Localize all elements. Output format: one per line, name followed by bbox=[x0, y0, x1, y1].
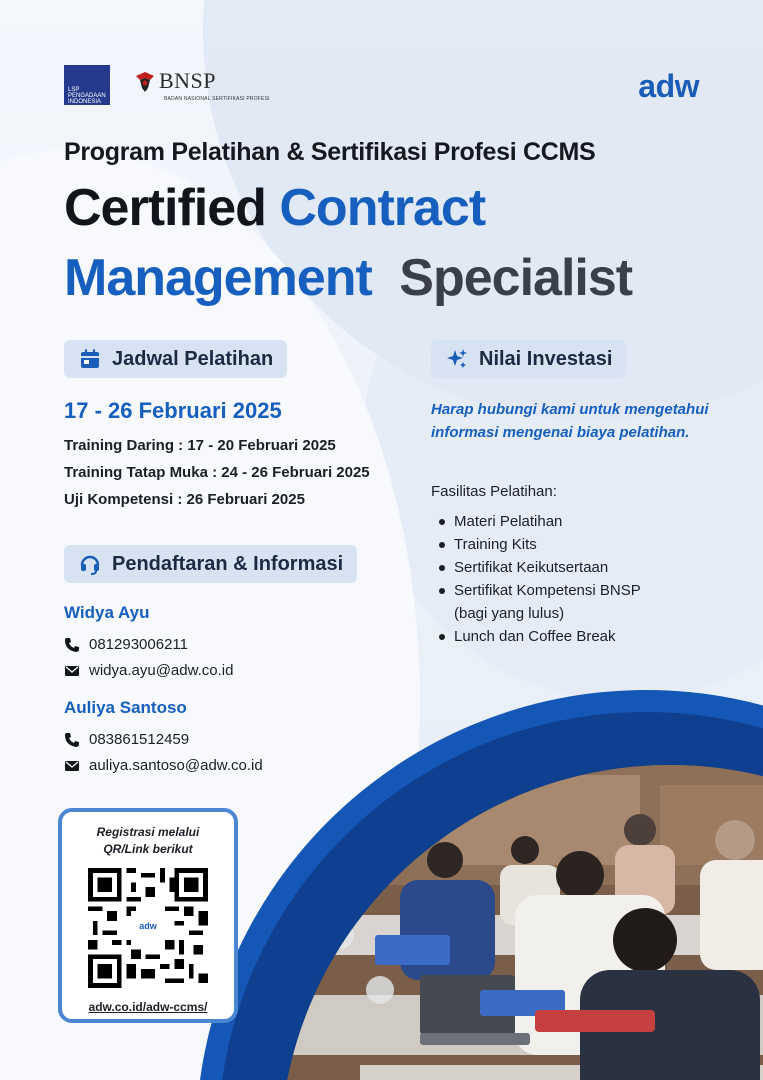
facility-item: Sertifikat Kompetensi BNSP (bagi yang lulus) bbox=[436, 579, 666, 625]
phone-icon bbox=[64, 732, 80, 748]
schedule-heading: Jadwal Pelatihan bbox=[112, 347, 274, 370]
qr-center-label: adw bbox=[139, 921, 157, 931]
sparkle-icon bbox=[445, 347, 469, 371]
facility-item: Materi Pelatihan bbox=[436, 510, 666, 533]
investment-heading: Nilai Investasi bbox=[479, 347, 613, 370]
facilities-heading: Fasilitas Pelatihan: bbox=[431, 483, 557, 500]
garuda-emblem-icon bbox=[134, 70, 156, 94]
facility-item: Sertifikat Keikutsertaan bbox=[436, 556, 666, 579]
headset-icon bbox=[78, 552, 102, 576]
investment-note: Harap hubungi kami untuk mengetahui informasi mengenai biaya pelatihan. bbox=[431, 401, 709, 441]
facilities-list bbox=[436, 510, 666, 648]
title-word-certified: Certified bbox=[64, 179, 266, 237]
title-word-management: Management bbox=[64, 249, 372, 307]
training-photo bbox=[280, 765, 763, 1080]
schedule-item: Training Daring : 17 - 20 Februari 2025 bbox=[64, 437, 336, 454]
bnsp-subtext: BADAN NASIONAL SERTIFIKASI PROFESI bbox=[164, 96, 270, 102]
qr-registration-card bbox=[58, 808, 238, 1023]
schedule-date-range: 17 - 26 Februari 2025 bbox=[64, 398, 282, 423]
calendar-icon bbox=[78, 347, 102, 371]
title-line-1 bbox=[64, 180, 485, 236]
contact-phone-row bbox=[64, 636, 188, 653]
contact-phone-row bbox=[64, 731, 189, 748]
lsp-pengadaan-logo: LSP PENGADAAN INDONESIA bbox=[64, 65, 110, 105]
contact-email[interactable]: auliya.santoso@adw.co.id bbox=[89, 757, 263, 774]
title-word-contract: Contract bbox=[279, 179, 486, 237]
contact-email-row bbox=[64, 757, 263, 774]
mail-icon bbox=[64, 663, 80, 679]
contact-email-row bbox=[64, 662, 233, 679]
registration-heading-pill bbox=[64, 545, 357, 583]
contact-name: Widya Ayu bbox=[64, 603, 150, 622]
schedule-item: Uji Kompetensi : 26 Februari 2025 bbox=[64, 491, 305, 508]
qr-code[interactable] bbox=[88, 868, 208, 988]
contact-phone[interactable]: 083861512459 bbox=[89, 731, 190, 748]
schedule-item: Training Tatap Muka : 24 - 26 Februari 2025 bbox=[64, 464, 370, 481]
qr-title: Registrasi melalui QR/Link berikut bbox=[96, 825, 200, 856]
mail-icon bbox=[64, 758, 80, 774]
program-title: Program Pelatihan & Sertifikasi Profesi CCMS bbox=[64, 138, 596, 166]
facility-item: Training Kits bbox=[436, 533, 666, 556]
bnsp-logo: BNSP bbox=[134, 70, 216, 94]
contact-email[interactable]: widya.ayu@adw.co.id bbox=[89, 662, 234, 679]
contact-phone[interactable]: 081293006211 bbox=[89, 636, 188, 653]
title-word-specialist: Specialist bbox=[399, 249, 633, 307]
facility-item: Lunch dan Coffee Break bbox=[436, 625, 666, 648]
investment-heading-pill bbox=[431, 340, 626, 378]
title-line-2 bbox=[64, 250, 632, 306]
phone-icon bbox=[64, 637, 80, 653]
registration-link[interactable]: adw.co.id/adw-ccms/ bbox=[88, 1000, 208, 1014]
registration-heading: Pendaftaran & Informasi bbox=[112, 552, 344, 575]
contact-name: Auliya Santoso bbox=[64, 698, 187, 717]
adw-logo: adw bbox=[638, 68, 699, 104]
schedule-heading-pill bbox=[64, 340, 287, 378]
